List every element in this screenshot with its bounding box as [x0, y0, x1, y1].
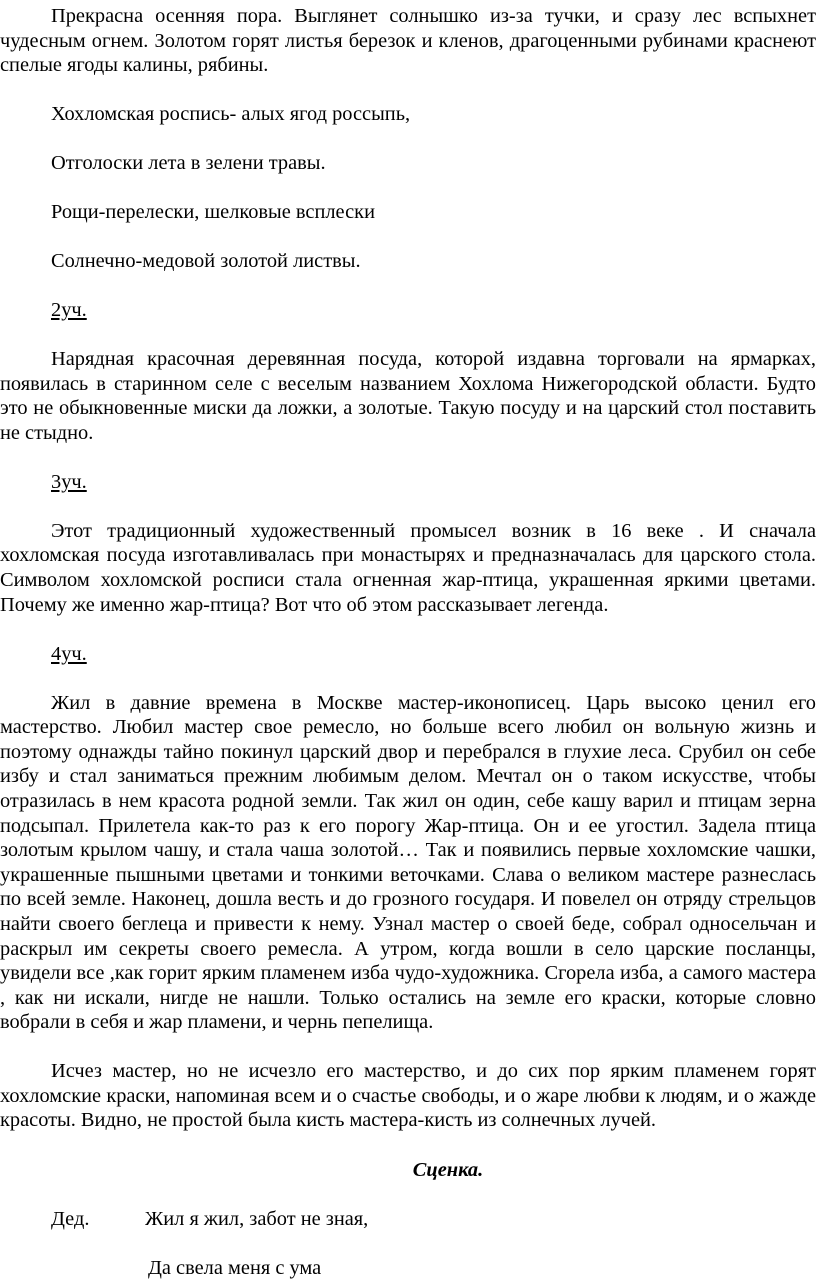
dialog-speaker: Дед.: [51, 1207, 90, 1230]
dialog-text: Да свела меня с ума: [148, 1256, 322, 1279]
poem-line: Отголоски лета в зелени травы.: [51, 152, 326, 175]
poem: [0, 102, 816, 274]
poem-line: Хохломская роспись- алых ягод россыпь,: [51, 103, 411, 126]
section-heading-4: 4уч.: [51, 642, 87, 665]
poem-line: Рощи-перелески, шелковые всплески: [51, 201, 375, 224]
dialog-line: [0, 1256, 816, 1280]
intro-paragraph: Прекрасна осенняя пора. Выглянет солнышко из-за тучки, и сразу лес вспыхнет чудесным огнем. Золотом горят листья березок и кленов, драгоценными рубинами краснеют спелые ягоды калины, рябины.: [0, 5, 816, 77]
dialog-line: [0, 1207, 816, 1232]
scene-title: Сценка.: [412, 1158, 484, 1181]
poem-line: Солнечно-медовой золотой листвы.: [51, 250, 361, 273]
section-4-paragraph-ending: Исчез мастер, но не исчезло его мастерство, и до сих пор ярким пламенем горят хохломские краски, напоминая всем и о счастье свободы, и о жаре любви к людям, и о жажде красоты. Видно, не простой была кисть мастера-кисть из солнечных лучей.: [0, 1060, 816, 1132]
section-4-paragraph-legend: Жил в давние времена в Москве мастер-иконописец. Царь высоко ценил его мастерство. Любил мастер свое ремесло, но больше всего любил он вольную жизнь и поэтому однажды тайно покинул царский двор и перебрался в глухие леса. Срубил он себе избу и стал заниматься прежним любимым делом. Мечтал он о таком искусстве, чтобы отразилась в нем красота родной земли. Так жил он один, себе кашу варил и птицам зерна подсыпал. Прилетела как-то раз к его порогу Жар-птица. Он и ее угостил. Задела птица золотым крылом чашу, и стала чаша золотой… Так и появились первые хохломские чашки, украшенные пышными цветами и тонкими веточками. Слава о великом мастере разнеслась по всей земле. Наконец, дошла весть и до грозного государя. И повелел он отряду стрельцов найти своего беглеца и привести к нему. Узнал мастер о своей беде, собрал односельчан и раскрыл им секреты своего ремесла. А утром, когда вошли в село царские посланцы, увидели все ,как горит ярким пламенем изба чудо-художника. Сгорела изба, а самого мастера , как ни искали, нигде не нашли. Только остались на земле его краски, которые словно вобрали в себя и жар пламени, и чернь пепелища.: [0, 691, 816, 1034]
section-heading-2: 2уч.: [51, 299, 87, 322]
dialog-text: Жил я жил, забот не зная,: [145, 1207, 369, 1230]
document-page: [0, 4, 816, 1280]
section-2-paragraph: Нарядная красочная деревянная посуда, которой издавна торговали на ярмарках, появилась в старинном селе с веселым названием Хохлома Нижегородской области. Будто это не обыкновенные миски да ложки, а золотые. Такую посуду и на царский стол поставить не стыдно.: [0, 348, 816, 444]
section-heading-3: 3уч.: [51, 470, 87, 493]
section-3-paragraph: Этот традиционный художественный промысел возник в 16 веке . И сначала хохломская посуда изготавливалась при монастырях и предназначалась для царского стола. Символом хохломской росписи стала огненная жар-птица, украшенная яркими цветами. Почему же именно жар-птица? Вот что об этом рассказывает легенда.: [0, 519, 816, 616]
